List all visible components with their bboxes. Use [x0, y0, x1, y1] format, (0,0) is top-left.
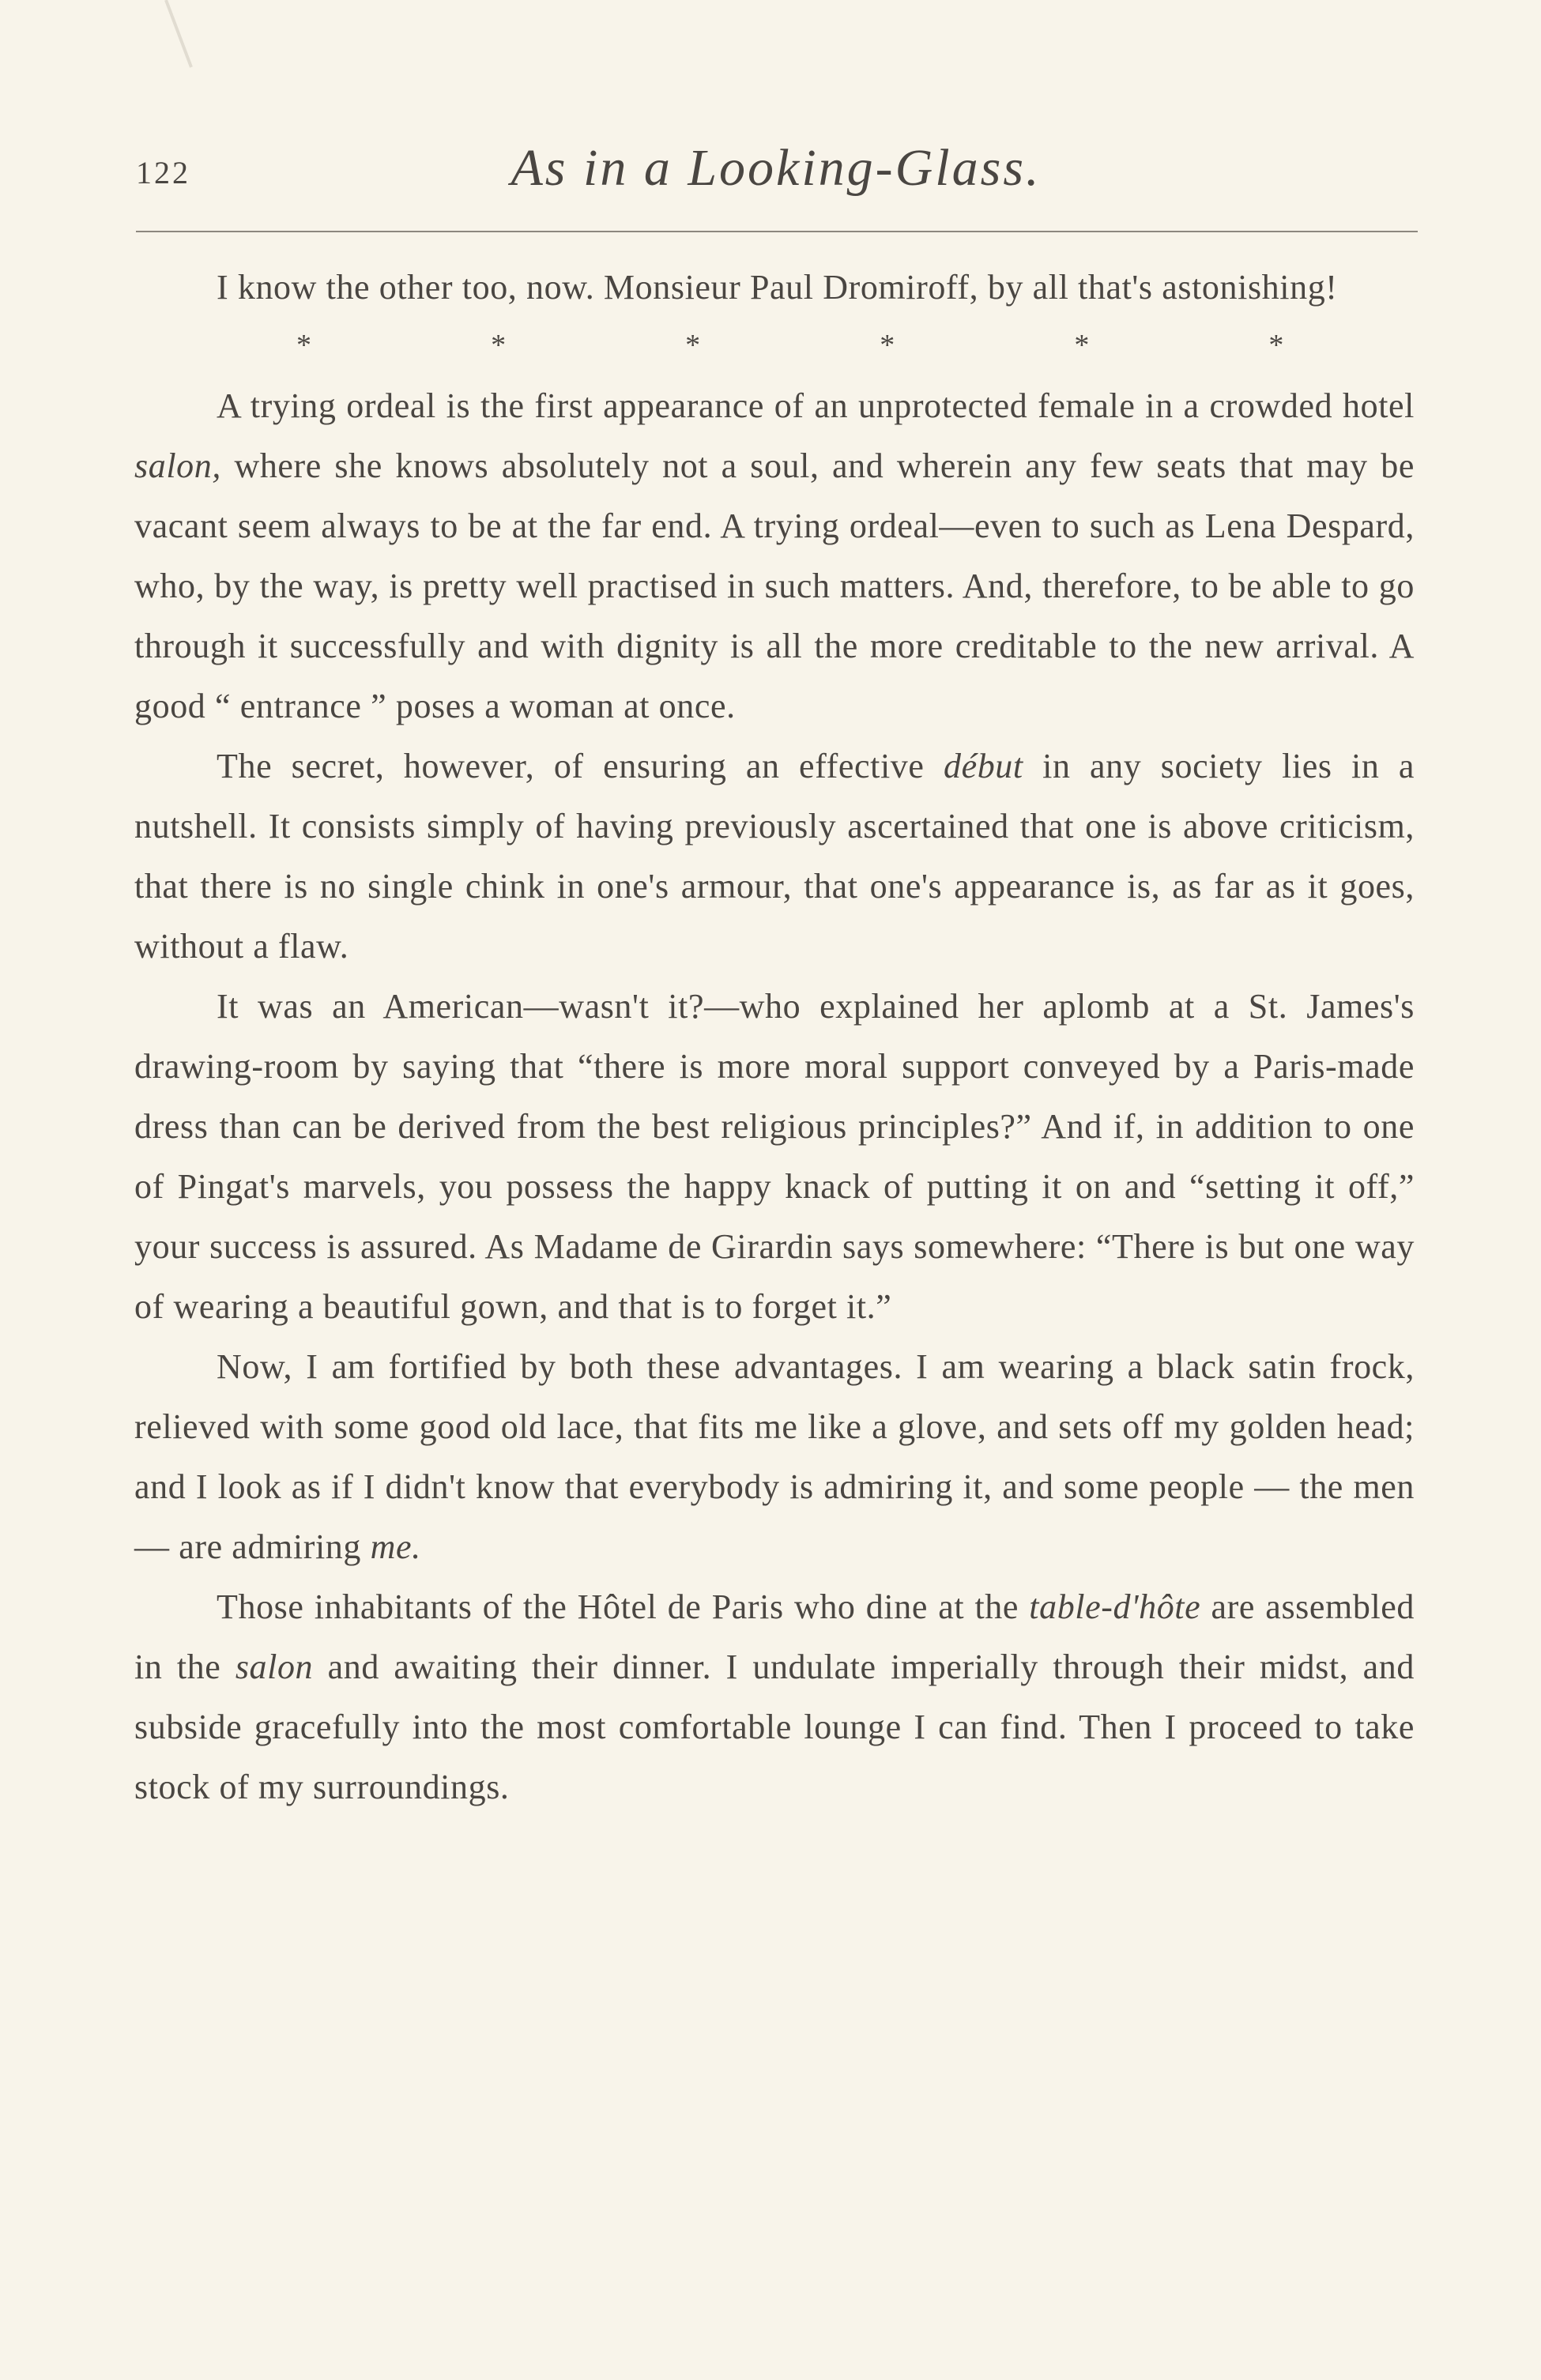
text-segment: It was an American—wasn't it?—who explained her aplomb at a St. James's drawing-room by saying that “there is more moral support conveyed by a Paris-made dress than can be derived from the best religious principles?” And if, in addition to one of Pingat's marvels, you possess the happy knack of putting it on and “setting it off,” your success is assured. As Madame de Girardin says somewhere: “There is but one way of wearing a beautiful gown, and that is to forget it.”: [134, 987, 1415, 1326]
header-rule: [136, 231, 1418, 232]
text-segment: are assembled in the: [134, 1587, 1415, 1686]
asterisk: *: [880, 329, 895, 362]
text-segment: Now, I am fortified by both these advantages. I am wearing a black satin frock, relieved with some good old lace, that fits me like a glove, and sets off my golden head; and I look as if I didn't know that everybody is admiring it, and some people — the men — are admiring: [134, 1347, 1415, 1566]
paragraph: [134, 736, 1415, 977]
paragraph: [134, 977, 1415, 1337]
paragraph: [134, 1577, 1415, 1817]
body-text: [134, 258, 1415, 1817]
running-title: As in a Looking-Glass.: [511, 139, 1042, 197]
asterisk: *: [296, 329, 312, 362]
asterisk: *: [1074, 329, 1090, 362]
asterisk: *: [491, 329, 507, 362]
text-segment: in any society lies in a nutshell. It consists simply of having previously ascertained that one is above criticism, that there is no single chink in one's armour, that one's appearance is, as far as it goes, without a flaw.: [134, 747, 1415, 966]
text-segment: where she knows absolutely not a soul, and wherein any few seats that may be vacant seem always to be at the far end. A trying ordeal—even to such as Lena Despard, who, by the way, is pretty well practised in such matters. And, therefore, to be able to go through it successfully and with dignity is all the more creditable to the new arrival. A good “ entrance ” poses a woman at once.: [134, 446, 1415, 725]
text-segment: and awaiting their dinner. I undulate imperially through their midst, and subside gracefully into the most comfortable lounge I can find. Then I proceed to take stock of my surroundings.: [134, 1648, 1415, 1806]
asterisk: *: [1268, 329, 1284, 362]
text-segment: Those inhabitants of the Hôtel de Paris who dine at the: [217, 1587, 1030, 1626]
italic-text-segment: table-d'hôte: [1029, 1587, 1201, 1626]
paragraph: [134, 1337, 1415, 1577]
page-header: [136, 138, 1416, 225]
italic-text-segment: me.: [370, 1527, 421, 1566]
page-corner-mark: [142, 0, 198, 71]
text-segment: I know the other too, now. Monsieur Paul Dromiroff, by all that's astonishing!: [217, 268, 1338, 307]
paragraph: [134, 376, 1415, 736]
text-segment: A trying ordeal is the first appearance of an unprotected female in a crowded hotel: [217, 386, 1415, 425]
paragraph: [134, 258, 1415, 318]
italic-text-segment: salon: [235, 1648, 314, 1686]
italic-text-segment: salon,: [134, 446, 221, 485]
italic-text-segment: début: [943, 747, 1023, 785]
asterisk: *: [685, 329, 701, 362]
section-break: [296, 321, 1284, 370]
page-number: 122: [136, 155, 190, 190]
text-segment: The secret, however, of ensuring an effective: [217, 747, 944, 785]
